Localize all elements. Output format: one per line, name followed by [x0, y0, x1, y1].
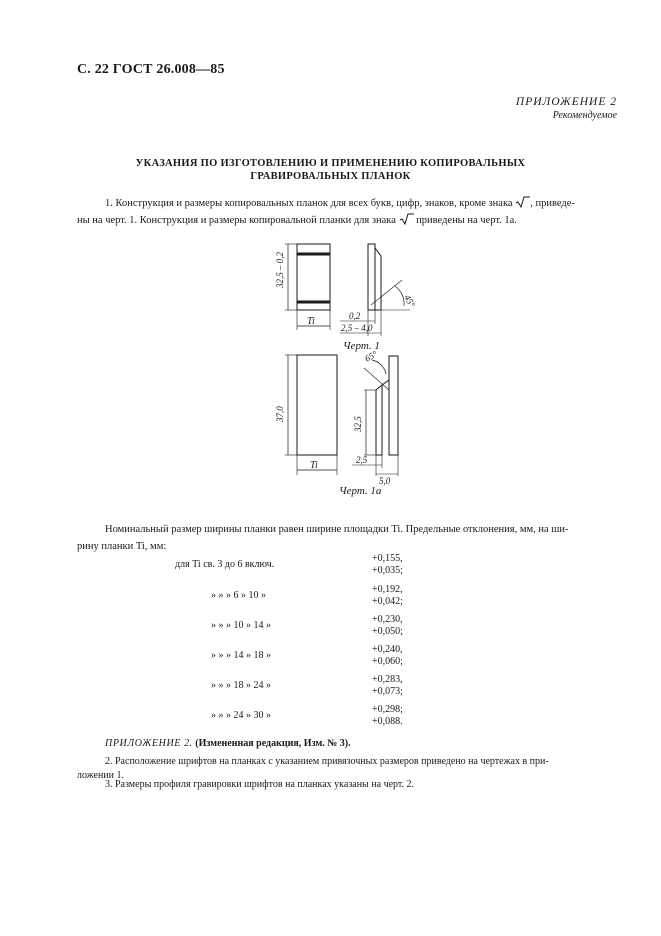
p1-text-c: ны на черт. 1. Конструкция и размеры копировальной планки для знака [77, 215, 396, 226]
page-header: С. 22 ГОСТ 26.008—85 [77, 62, 225, 77]
d2-caption: Черт. 1а [339, 485, 382, 497]
d2-dim-thick: 5,0 [379, 476, 391, 486]
amendment-note-text: (Измененная редакция, Изм. № 3). [195, 738, 351, 749]
tolerance-lower: +0,073; [372, 686, 403, 697]
d2-dim-height: 37,0 [275, 406, 285, 422]
tolerance-value [372, 674, 403, 698]
tolerance-label: » » » 6 » 10 » [211, 590, 266, 601]
tolerance-value [372, 704, 403, 728]
tolerance-upper: +0,192, [372, 584, 403, 595]
appendix-number: ПРИЛОЖЕНИЕ 2 [515, 96, 617, 108]
drawing-2-front-view [285, 355, 337, 475]
d1-caption: Черт. 1 [343, 340, 380, 352]
section-title-line1: УКАЗАНИЯ ПО ИЗГОТОВЛЕНИЮ И ПРИМЕНЕНИЮ КОПИРОВАЛЬНЫХ [135, 158, 526, 169]
d1-angle: 45° [402, 293, 418, 309]
tolerance-upper: +0,283, [372, 674, 403, 685]
paragraph-2-line1: Номинальный размер ширины планки равен ширине площадки Ti. Предельные отклонения, мм, на ши- [105, 524, 569, 535]
d2-angle: 65° [363, 348, 379, 364]
tolerance-value [372, 553, 403, 577]
tolerance-value [372, 584, 403, 608]
tolerance-lower: +0,050; [372, 626, 403, 637]
tolerance-upper: +0,298; [372, 704, 403, 715]
tolerance-label: » » » 10 » 14 » [211, 620, 271, 631]
d1-dim-height: 32,5 – 0,2 [275, 252, 285, 288]
d2-dim-side-height: 32,5 [353, 416, 363, 432]
paragraph-4: 3. Размеры профиля гравировки шрифтов на планках указаны на черт. 2. [105, 779, 415, 790]
tolerance-value [372, 614, 403, 638]
tolerance-label: » » » 18 » 24 » [211, 680, 271, 691]
amendment-note [105, 737, 351, 751]
tolerance-label: » » » 24 » 30 » [211, 710, 271, 721]
tolerance-upper: +0,230, [372, 614, 403, 625]
d2-dim-width: Ti [310, 460, 318, 471]
d1-dim-thick: 2,5 – 4,0 [341, 323, 373, 333]
paragraph-2-line2: рину планки Ti, мм: [77, 541, 167, 552]
tolerance-lower: +0,088. [372, 716, 403, 727]
tolerance-lower: +0,042; [372, 596, 403, 607]
tolerance-lower: +0,035; [372, 565, 403, 576]
tolerance-label: для Ti св. 3 до 6 включ. [175, 559, 275, 570]
p1-text-a: 1. Конструкция и размеры копировальных планок для всех букв, цифр, знаков, кроме знака [105, 198, 513, 209]
appendix-status: Рекомендуемое [552, 110, 617, 121]
tolerance-lower: +0,060; [372, 656, 403, 667]
d1-dim-width: Ti [307, 316, 315, 327]
tolerance-upper: +0,155, [372, 553, 403, 564]
d1-dim-small: 0,2 [349, 311, 361, 321]
p1-text-d: приведены на черт. 1а. [416, 215, 517, 226]
paragraph-3-line2: ложении 1. [77, 770, 125, 781]
tolerance-value [372, 644, 403, 668]
paragraph-3-line1: 2. Расположение шрифтов на планках с указанием привязочных размеров приведено на чертежах в при- [105, 756, 549, 767]
d2-dim-small: 2,5 [356, 455, 368, 465]
amendment-note-label: ПРИЛОЖЕНИЕ 2. [105, 738, 193, 749]
tolerance-label: » » » 14 » 18 » [211, 650, 271, 661]
tolerance-upper: +0,240, [372, 644, 403, 655]
p1-text-b: , приведе- [530, 198, 575, 209]
section-title-line2: ГРАВИРОВАЛЬНЫХ ПЛАНОК [250, 171, 411, 182]
paragraph-2 [77, 521, 617, 555]
